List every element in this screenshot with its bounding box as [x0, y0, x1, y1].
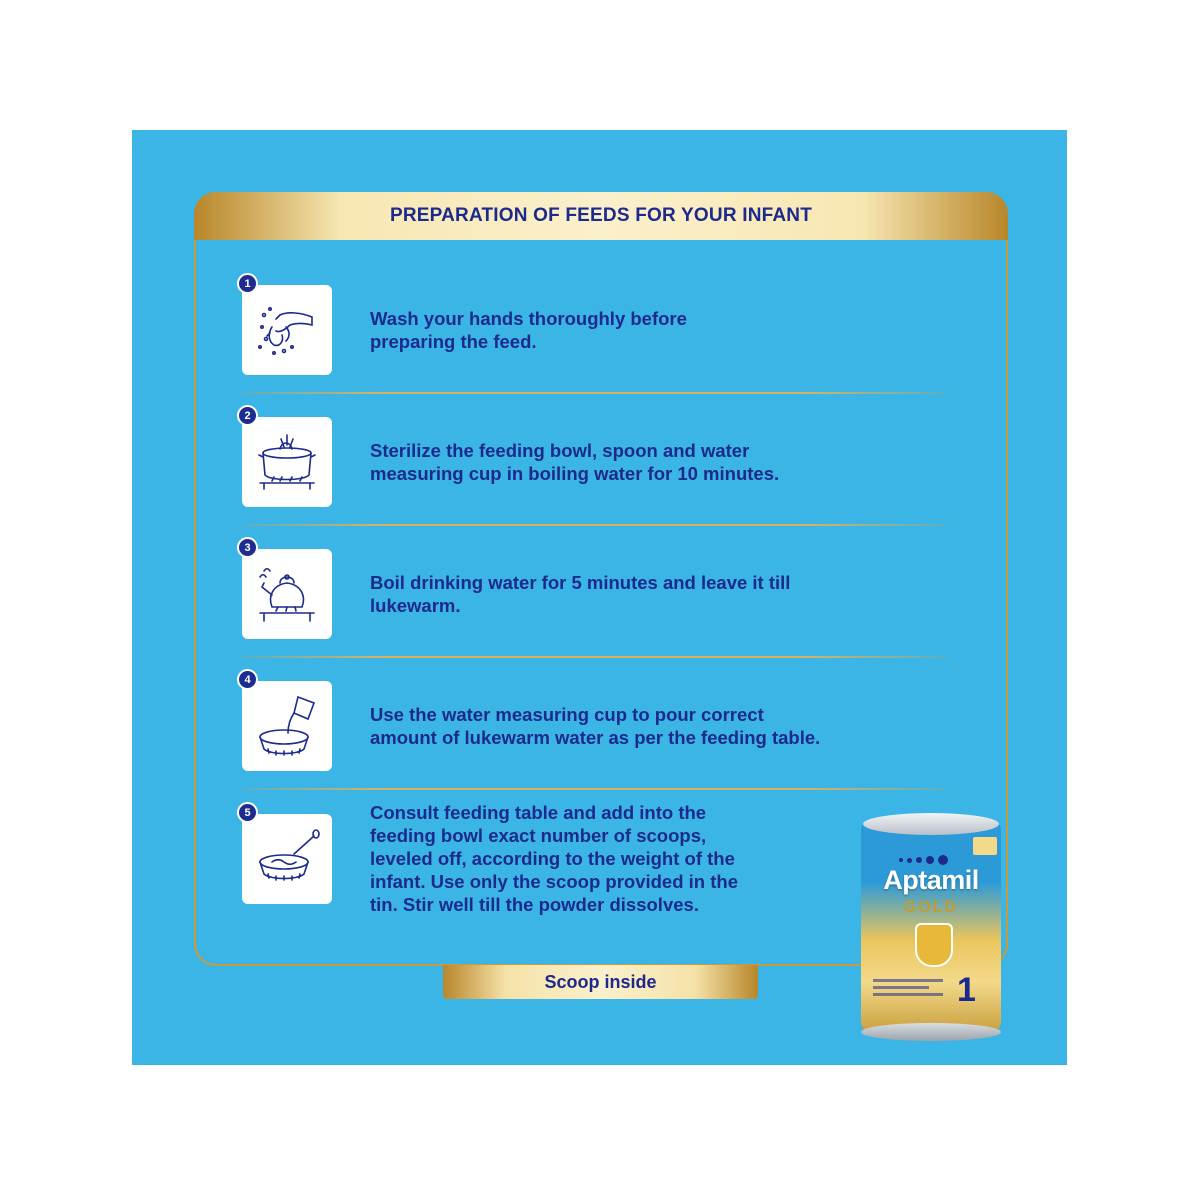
step-line: preparing the feed. [370, 331, 537, 352]
step-text [370, 681, 970, 771]
step-line: tin. Stir well till the powder dissolves. [370, 893, 699, 915]
step-icon-box [242, 417, 332, 507]
step-line: measuring cup in boiling water for 10 minutes. [370, 463, 780, 484]
step-text [370, 549, 970, 639]
step-number-badge: 2 [237, 405, 258, 426]
brand-logo: Aptamil [883, 865, 979, 895]
step-line: Boil drinking water for 5 minutes and leave it till [370, 572, 791, 593]
can-tag [973, 837, 997, 855]
step-line: leveled off, according to the weight of the [370, 847, 735, 869]
scoop-inside-tab: Scoop inside [443, 965, 758, 999]
step-line: lukewarm. [370, 595, 461, 616]
step-number-badge: 1 [237, 273, 258, 294]
step-line: Consult feeding table and add into the [370, 801, 707, 823]
step-1 [242, 277, 947, 381]
step-5 [242, 801, 947, 944]
shield-icon [915, 923, 953, 967]
hand-washing-icon [250, 293, 324, 367]
instruction-panel [132, 130, 1067, 1065]
kettle-icon [250, 557, 324, 631]
step-line: Sterilize the feeding bowl, spoon and water [370, 440, 750, 461]
bowl-spoon-icon [250, 822, 324, 896]
step-number-badge: 4 [237, 669, 258, 690]
variant-label: GOLD [903, 899, 959, 916]
step-line: Wash your hands thoroughly before [370, 308, 687, 329]
can-base [861, 1023, 1001, 1041]
can-fine-print [873, 979, 943, 1000]
divider [242, 656, 947, 658]
step-icon-box [242, 814, 332, 904]
step-line: feeding bowl exact number of scoops, [370, 824, 707, 846]
step-icon-box [242, 549, 332, 639]
stage-dots-icon [899, 855, 948, 865]
divider [242, 524, 947, 526]
can-body [861, 823, 1001, 1035]
boiling-pot-icon [250, 425, 324, 499]
stage-number: 1 [957, 971, 976, 1009]
title-banner [194, 192, 1008, 240]
divider [242, 788, 947, 790]
step-line: infant. Use only the scoop provided in the [370, 870, 738, 892]
divider [242, 392, 947, 394]
pouring-cup-icon [250, 689, 324, 763]
step-text [370, 285, 970, 375]
step-4 [242, 673, 947, 777]
step-icon-box [242, 681, 332, 771]
can-lid [863, 813, 999, 835]
step-line: Use the water measuring cup to pour correct [370, 704, 764, 725]
step-icon-box [242, 285, 332, 375]
page-title: PREPARATION OF FEEDS FOR YOUR INFANT [389, 205, 813, 226]
step-3 [242, 541, 947, 645]
step-line: amount of lukewarm water as per the feeding table. [370, 727, 821, 748]
step-number-badge: 5 [237, 802, 258, 823]
step-number-badge: 3 [237, 537, 258, 558]
step-text [370, 417, 970, 507]
product-can [857, 813, 1005, 1043]
step-2 [242, 409, 947, 513]
